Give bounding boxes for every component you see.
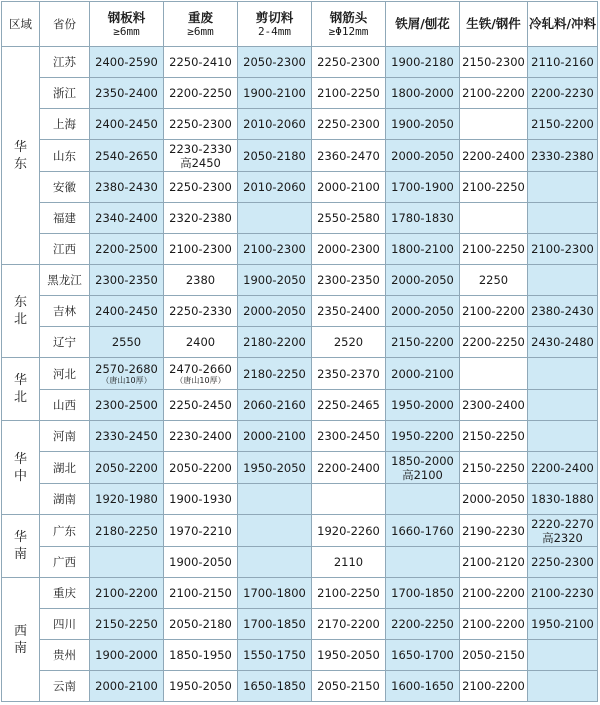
header-col-4-sub: ≥Φ12mm — [328, 24, 369, 38]
table-row — [2, 671, 598, 702]
price-cell: 2010-2060 — [238, 172, 312, 203]
region-central — [2, 421, 40, 515]
price-cell: 1800-2000 — [386, 78, 460, 109]
region-east-char-2: 东 — [13, 156, 27, 172]
price-cell: 2050-2150 — [460, 640, 528, 671]
price-cell — [528, 203, 598, 234]
header-col-2-sub: ≥6mm — [187, 24, 214, 38]
price-cell — [528, 265, 598, 296]
price-cell: 2100-2230 — [528, 578, 598, 609]
header-col-3-name: 剪切料 — [255, 9, 294, 25]
price-cell — [238, 547, 312, 578]
price-cell: 1950-2050 — [238, 452, 312, 484]
header-col-3-sub: 2-4mm — [257, 24, 292, 38]
province-cell: 河北 — [40, 358, 90, 390]
header-row — [2, 2, 598, 47]
region-east-char-1: 华 — [13, 139, 27, 155]
header-col-1-sub: ≥6mm — [113, 24, 140, 38]
price-cell: 2200-2400 — [528, 452, 598, 484]
province-cell: 江西 — [40, 234, 90, 265]
price-cell: 2250-2330 — [164, 296, 238, 327]
price-cell: 2190-2230 — [460, 515, 528, 547]
price-cell: 2340-2400 — [90, 203, 164, 234]
price-cell: 2350-2400 — [312, 296, 386, 327]
region-east — [2, 47, 40, 265]
province-cell: 云南 — [40, 671, 90, 702]
province-cell: 辽宁 — [40, 327, 90, 358]
table-row — [2, 265, 598, 296]
table-row — [2, 452, 598, 484]
price-cell: 1920-1980 — [90, 484, 164, 515]
province-cell: 山东 — [40, 140, 90, 172]
price-cell — [460, 203, 528, 234]
price-cell: 2200-2250 — [460, 327, 528, 358]
price-cell: 1950-2050 — [164, 671, 238, 702]
price-cell — [238, 515, 312, 547]
price-cell: 2380-2430 — [90, 172, 164, 203]
header-col-3 — [238, 2, 312, 47]
price-cell: 2010-2060 — [238, 109, 312, 140]
table-row — [2, 172, 598, 203]
header-col-7-name: 冷轧料/冲料 — [528, 16, 597, 31]
price-cell: 2200-2250 — [164, 78, 238, 109]
price-cell: 2300-2350 — [312, 265, 386, 296]
price-cell: 2300-2450 — [312, 421, 386, 452]
price-cell — [460, 109, 528, 140]
price-cell: 2250-2300 — [164, 172, 238, 203]
price-cell: 1900-2180 — [386, 47, 460, 78]
header-col-1-name: 钢板料 — [107, 9, 146, 25]
price-cell: 2380-2430 — [528, 296, 598, 327]
province-cell: 重庆 — [40, 578, 90, 609]
price-cell: 2400-2450 — [90, 296, 164, 327]
price-cell: 2150-2300 — [460, 47, 528, 78]
price-cell: 1780-1830 — [386, 203, 460, 234]
price-cell: 2100-2200 — [460, 296, 528, 327]
price-cell: 2000-2100 — [386, 358, 460, 390]
header-col-6 — [460, 2, 528, 47]
region-south — [2, 515, 40, 578]
province-cell: 河南 — [40, 421, 90, 452]
price-cell: 1970-2210 — [164, 515, 238, 547]
province-cell: 湖南 — [40, 484, 90, 515]
price-cell: 1700-1800 — [238, 578, 312, 609]
price-cell — [528, 640, 598, 671]
header-col-7 — [528, 2, 598, 47]
table-row — [2, 140, 598, 172]
price-cell: 1900-2050 — [164, 547, 238, 578]
province-cell: 山西 — [40, 390, 90, 421]
price-cell — [528, 515, 598, 547]
region-northeast-char-1: 东 — [13, 295, 27, 310]
header-col-6-name: 生铁/钢件 — [466, 16, 521, 31]
province-cell: 江苏 — [40, 47, 90, 78]
region-southwest-char-2: 南 — [13, 640, 27, 656]
price-cell — [528, 421, 598, 452]
region-south-char-2: 南 — [13, 547, 27, 562]
price-cell: 2350-2400 — [90, 78, 164, 109]
table-row — [2, 547, 598, 578]
price-cell: 2200-2500 — [90, 234, 164, 265]
table-row — [2, 640, 598, 671]
province-cell: 四川 — [40, 609, 90, 640]
price-cell: 2000-2050 — [460, 484, 528, 515]
province-cell: 上海 — [40, 109, 90, 140]
price-cell: 2100-2120 — [460, 547, 528, 578]
price-cell: 1900-1930 — [164, 484, 238, 515]
region-southwest-char-1: 西 — [13, 623, 27, 639]
province-cell: 贵州 — [40, 640, 90, 671]
price-cell: 1700-1850 — [238, 609, 312, 640]
price-cell — [528, 390, 598, 421]
price-cell: 1920-2260 — [312, 515, 386, 547]
price-cell: 2200-2400 — [312, 452, 386, 484]
price-cell: 2180-2250 — [90, 515, 164, 547]
price-cell: 1950-2100 — [528, 609, 598, 640]
table-row — [2, 515, 598, 547]
price-cell: 1950-2050 — [312, 640, 386, 671]
province-cell: 安徽 — [40, 172, 90, 203]
price-cell: 2100-2200 — [460, 78, 528, 109]
region-north — [2, 358, 40, 421]
header-col-2 — [164, 2, 238, 47]
price-cell: 2170-2200 — [312, 609, 386, 640]
province-cell: 广东 — [40, 515, 90, 547]
price-cell: 1600-1650 — [386, 671, 460, 702]
price-cell: 2050-2300 — [238, 47, 312, 78]
price-high: 高2100 — [402, 467, 443, 482]
table-row — [2, 234, 598, 265]
price-high: 高2450 — [180, 155, 221, 170]
price-cell: 2000-2100 — [90, 671, 164, 702]
price-range: 2470-2660 — [169, 361, 232, 376]
price-cell: 2100-2200 — [460, 578, 528, 609]
price-cell: 1950-2000 — [386, 390, 460, 421]
price-cell: 2100-2250 — [312, 578, 386, 609]
price-cell: 2430-2480 — [528, 327, 598, 358]
price-cell: 1660-1760 — [386, 515, 460, 547]
price-cell: 2050-2200 — [90, 452, 164, 484]
price-cell: 2050-2200 — [164, 452, 238, 484]
price-cell: 2100-2200 — [90, 578, 164, 609]
region-northeast — [2, 265, 40, 358]
price-cell: 1700-1850 — [386, 578, 460, 609]
price-cell — [164, 358, 238, 390]
table-row — [2, 203, 598, 234]
price-cell: 1900-2000 — [90, 640, 164, 671]
price-cell: 2230-2400 — [164, 421, 238, 452]
price-cell: 1950-2200 — [386, 421, 460, 452]
header-col-1 — [90, 2, 164, 47]
price-note: （唐山10厚） — [175, 375, 226, 385]
region-north-char-1: 华 — [13, 373, 27, 388]
price-cell: 1900-2100 — [238, 78, 312, 109]
price-cell — [386, 547, 460, 578]
price-cell: 2060-2160 — [238, 390, 312, 421]
price-cell: 1700-1900 — [386, 172, 460, 203]
region-central-char-1: 华 — [13, 451, 27, 467]
province-cell: 黑龙江 — [40, 265, 90, 296]
price-cell: 2330-2450 — [90, 421, 164, 452]
price-cell: 1650-1700 — [386, 640, 460, 671]
price-cell: 2150-2250 — [460, 452, 528, 484]
province-cell: 吉林 — [40, 296, 90, 327]
price-cell: 2250-2410 — [164, 47, 238, 78]
table-row — [2, 390, 598, 421]
price-cell: 2320-2380 — [164, 203, 238, 234]
price-cell — [386, 452, 460, 484]
price-cell: 2350-2370 — [312, 358, 386, 390]
price-cell: 2110 — [312, 547, 386, 578]
table-row — [2, 484, 598, 515]
table-row — [2, 47, 598, 78]
price-cell: 2150-2250 — [460, 421, 528, 452]
price-cell: 2050-2180 — [238, 140, 312, 172]
price-cell: 1850-1950 — [164, 640, 238, 671]
price-cell: 2100-2150 — [164, 578, 238, 609]
price-cell — [238, 203, 312, 234]
price-cell: 2100-2250 — [312, 78, 386, 109]
price-cell: 2100-2300 — [164, 234, 238, 265]
price-cell: 2200-2250 — [386, 609, 460, 640]
region-southwest — [2, 578, 40, 702]
table-row — [2, 296, 598, 327]
price-cell: 2050-2150 — [312, 671, 386, 702]
table-row — [2, 421, 598, 452]
province-cell: 湖北 — [40, 452, 90, 484]
price-cell: 2300-2400 — [460, 390, 528, 421]
price-cell: 2550 — [90, 327, 164, 358]
price-cell: 2250-2300 — [528, 547, 598, 578]
table-row — [2, 109, 598, 140]
price-cell: 2250-2300 — [312, 109, 386, 140]
price-cell: 2100-2250 — [460, 234, 528, 265]
province-cell: 浙江 — [40, 78, 90, 109]
region-northeast-char-2: 北 — [13, 312, 27, 327]
price-cell — [528, 172, 598, 203]
price-cell: 2150-2200 — [386, 327, 460, 358]
header-col-2-name: 重废 — [187, 9, 213, 25]
price-cell: 2000-2300 — [312, 234, 386, 265]
price-cell — [90, 547, 164, 578]
price-cell: 2550-2580 — [312, 203, 386, 234]
price-cell — [386, 484, 460, 515]
table-row — [2, 358, 598, 390]
price-cell: 2110-2160 — [528, 47, 598, 78]
price-cell: 1830-1880 — [528, 484, 598, 515]
price-cell: 2300-2500 — [90, 390, 164, 421]
price-cell: 2000-2100 — [312, 172, 386, 203]
region-central-char-2: 中 — [13, 468, 27, 484]
province-cell: 广西 — [40, 547, 90, 578]
price-cell: 2100-2200 — [460, 671, 528, 702]
price-cell — [312, 484, 386, 515]
header-col-4-name: 钢筋头 — [329, 9, 368, 25]
header-col-4 — [312, 2, 386, 47]
price-cell: 2360-2470 — [312, 140, 386, 172]
price-cell: 2400-2450 — [90, 109, 164, 140]
table-row — [2, 327, 598, 358]
scrap-price-table — [1, 1, 598, 702]
price-cell — [90, 358, 164, 390]
price-cell: 2000-2050 — [386, 265, 460, 296]
price-cell: 2180-2250 — [238, 358, 312, 390]
price-cell: 2250-2465 — [312, 390, 386, 421]
price-cell — [238, 484, 312, 515]
price-cell: 2330-2380 — [528, 140, 598, 172]
region-south-char-1: 华 — [13, 530, 27, 545]
province-cell: 福建 — [40, 203, 90, 234]
price-cell: 2100-2200 — [460, 609, 528, 640]
price-cell: 2250-2450 — [164, 390, 238, 421]
price-range: 1850-2000 — [391, 453, 454, 468]
price-cell: 2050-2180 — [164, 609, 238, 640]
price-cell: 2150-2250 — [90, 609, 164, 640]
price-cell: 2540-2650 — [90, 140, 164, 172]
table-row — [2, 578, 598, 609]
price-cell: 1550-1750 — [238, 640, 312, 671]
price-range: 2570-2680 — [95, 361, 158, 376]
price-cell: 2400 — [164, 327, 238, 358]
price-cell — [528, 358, 598, 390]
price-range: 2230-2330 — [169, 141, 232, 156]
price-cell: 2250 — [460, 265, 528, 296]
table-row — [2, 609, 598, 640]
price-cell: 2200-2400 — [460, 140, 528, 172]
price-cell: 1900-2050 — [386, 109, 460, 140]
price-cell: 2400-2590 — [90, 47, 164, 78]
price-cell: 1900-2050 — [238, 265, 312, 296]
price-cell: 2300-2350 — [90, 265, 164, 296]
price-cell: 2000-2050 — [386, 296, 460, 327]
price-cell: 2180-2200 — [238, 327, 312, 358]
price-cell: 1800-2100 — [386, 234, 460, 265]
price-cell: 1650-1850 — [238, 671, 312, 702]
price-cell: 2380 — [164, 265, 238, 296]
table-row — [2, 78, 598, 109]
price-cell: 2100-2300 — [238, 234, 312, 265]
price-cell: 2000-2050 — [386, 140, 460, 172]
price-cell: 2100-2300 — [528, 234, 598, 265]
price-cell: 2000-2100 — [238, 421, 312, 452]
price-cell — [460, 358, 528, 390]
region-north-char-2: 北 — [13, 390, 27, 405]
price-cell: 2200-2230 — [528, 78, 598, 109]
header-col-5-name: 铁屑/刨花 — [395, 16, 450, 31]
price-cell: 2520 — [312, 327, 386, 358]
price-range: 2220-2270 — [531, 516, 594, 531]
price-note: （唐山10厚） — [101, 375, 152, 385]
price-cell: 2150-2200 — [528, 109, 598, 140]
price-cell: 2250-2300 — [312, 47, 386, 78]
price-cell: 2100-2250 — [460, 172, 528, 203]
price-cell: 2000-2050 — [238, 296, 312, 327]
price-cell — [528, 671, 598, 702]
header-col-5 — [386, 2, 460, 47]
header-province: 省份 — [40, 2, 90, 47]
header-region: 区域 — [2, 2, 40, 47]
price-cell — [164, 140, 238, 172]
price-cell: 2250-2300 — [164, 109, 238, 140]
price-high: 高2320 — [542, 530, 583, 545]
